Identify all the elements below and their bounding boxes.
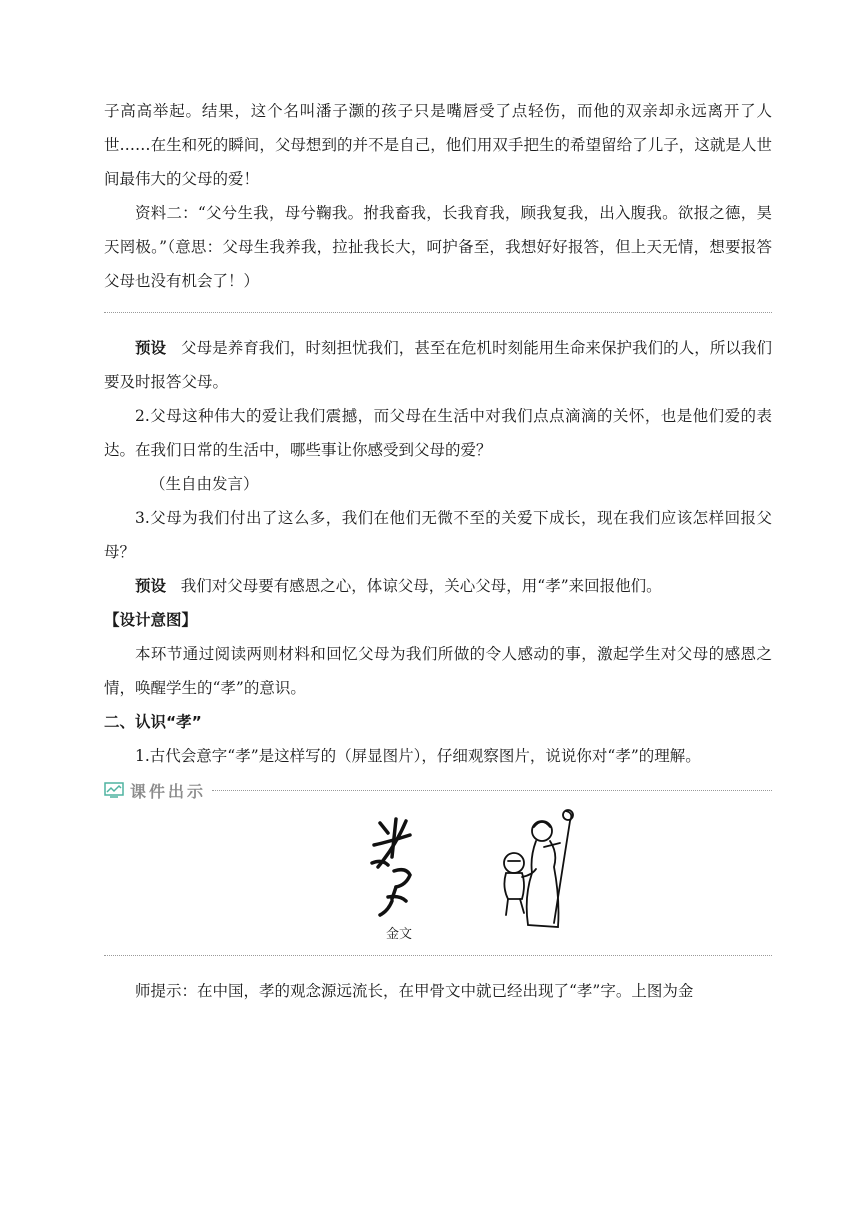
- preset-label: 预设: [135, 576, 167, 595]
- preset-label: 预设: [135, 338, 167, 357]
- preset-text: 我们对父母要有感恩之心，体谅父母，关心父母，用“孝”来回报他们。: [180, 577, 662, 595]
- preset-answer-1: [104, 331, 772, 399]
- elder-and-child-illustration: [484, 807, 594, 937]
- courseware-banner: [104, 775, 772, 805]
- courseware-label: 课件出示: [130, 781, 207, 801]
- preset-text: 父母是养育我们，时刻担忧我们，甚至在危机时刻能用生命来保护我们的人，所以我们要及时报答父母。: [104, 339, 772, 391]
- courseware-dotted-line: [212, 790, 772, 791]
- section-2-question-1: 1.古代会意字“孝”是这样写的（屏显图片），仔细观察图片，说说你对“孝”的理解。: [135, 747, 701, 765]
- figure-caption: 金文: [385, 927, 412, 942]
- preset-answer-2: [104, 569, 772, 603]
- design-intent-heading: 【设计意图】: [104, 611, 198, 629]
- design-intent-text: 本环节通过阅读两则材料和回忆父母为我们所做的令人感动的事，激起学生对父母的感恩之情，唤醒学生的“孝”的意识。: [104, 645, 772, 697]
- presentation-chart-icon: [104, 782, 124, 798]
- question-2: 2.父母这种伟大的爱让我们震撼，而父母在生活中对我们点点滴滴的关怀，也是他们爱的表达。在我们日常的生活中，哪些事让你感受到父母的爱？: [104, 407, 772, 459]
- question-3: 3.父母为我们付出了这么多，我们在他们无微不至的关爱下成长，现在我们应该怎样回报父母？: [104, 509, 772, 561]
- xiao-figure: [104, 805, 772, 955]
- teacher-hint: 师提示：在中国，孝的观念源远流长，在甲骨文中就已经出现了“孝”字。上图为金: [135, 982, 694, 1000]
- paragraph-story-end: 子高高举起。结果，这个名叫潘子灏的孩子只是嘴唇受了点轻伤，而他的双亲却永远离开了人世……在生和死的瞬间，父母想到的并不是自己，他们用双手把生的希望留给了儿子，这就是人世间最伟大的父母的爱！: [104, 102, 772, 188]
- free-speech-note: （生自由发言）: [150, 475, 259, 493]
- section-2-heading: 二、认识“孝”: [104, 713, 202, 731]
- paragraph-material-two: 资料二：“父兮生我，母兮鞠我。拊我畜我，长我育我，顾我复我，出入腹我。欲报之德，昊天罔极。”（意思：父母生我养我，拉扯我长大，呵护备至，我想好好报答，但上天无情，想要报答父母也没有机会了！）: [104, 204, 772, 290]
- document-body: [104, 94, 772, 1008]
- bronze-script-xiao-glyph: [366, 815, 426, 925]
